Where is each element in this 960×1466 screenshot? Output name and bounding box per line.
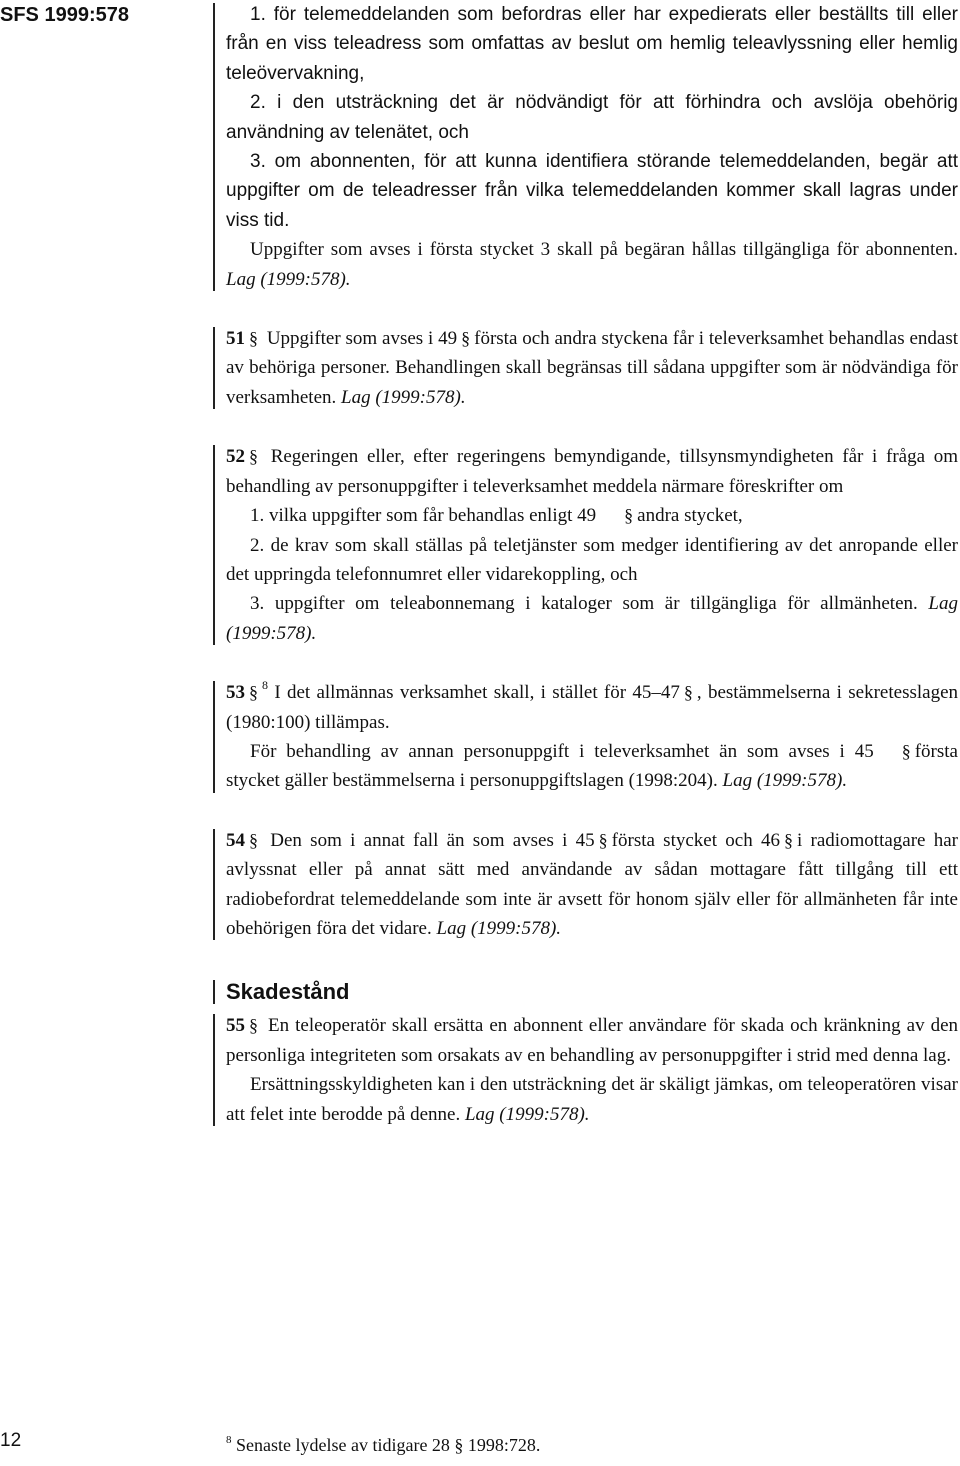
- list-item-3: [226, 589, 958, 648]
- law-reference: Lag (1999:578).: [226, 593, 958, 644]
- list-item-text: andra stycket,: [637, 505, 743, 527]
- sfs-number: SFS 1999:578: [0, 4, 129, 26]
- section-symbol: §: [249, 829, 258, 850]
- section-symbol: §: [598, 829, 608, 850]
- section-53-text: [226, 678, 958, 737]
- page-number: 12: [0, 1430, 22, 1451]
- law-reference: Lag (1999:578).: [436, 917, 562, 939]
- list-item-1: [226, 501, 958, 530]
- section-text: första stycket och 46: [611, 829, 780, 851]
- section-number: 53: [226, 682, 245, 704]
- section-text: Uppgifter som avses i 49: [266, 328, 458, 350]
- section-54: [226, 826, 958, 944]
- list-item-1: 1. för telemeddelanden som befordras eller har expedierats eller beställts till eller från en viss teleadress som omfattas av beslut om hemlig teleavlyssning eller hemlig teleövervakning,: [226, 4, 958, 84]
- section-text: I det allmännas verksamhet skall, i stället för 45–47: [274, 682, 680, 704]
- section-symbol: §: [683, 682, 693, 703]
- section-symbol: §: [901, 740, 911, 761]
- paragraph-text-body: Uppgifter som avses i första stycket 3 skall på begäran hållas tillgängliga för abonnenten.: [250, 239, 958, 261]
- section-text: , bestämmelserna i sekretesslagen (1980:100) tillämpas.: [226, 682, 958, 733]
- section-number: 54: [226, 829, 245, 851]
- heading-block: [226, 977, 958, 1007]
- section-symbol: §: [461, 328, 471, 349]
- footnote-text: Senaste lydelse av tidigare 28 § 1998:728.: [236, 1435, 541, 1455]
- section-51-text: [226, 324, 958, 412]
- section-symbol: §: [624, 505, 634, 526]
- heading-skadestand: Skadestånd: [226, 979, 350, 1005]
- list-item-text: 3. uppgifter om teleabonnemang i kataloger som är tillgängliga för allmänheten.: [250, 593, 918, 615]
- list-item-2: 2. de krav som skall ställas på teletjänster som medger identifiering av det anropande eller det uppringda telefonnumret eller vidarekoppling, och: [226, 534, 958, 585]
- law-reference: Lag (1999:578).: [464, 1103, 590, 1125]
- section-52-intro: [226, 442, 958, 501]
- section-text: För behandling av annan personuppgift i televerksamhet än som avses i 45: [250, 740, 874, 762]
- section-text: i radiomottagare har avlyssnat eller på annat sätt med användande av sådan mottagare fått tillgång till ett radiobefordrat telemeddelande som inte är avsett för honom själv eller för allmänheten får inte obehörigen föra det vidare.: [226, 829, 959, 939]
- section-number: 55: [226, 1015, 245, 1037]
- section-symbol: §: [249, 682, 258, 703]
- law-reference: Lag (1999:578).: [722, 770, 848, 792]
- section-54-text: [226, 826, 958, 944]
- list-item-2: 2. i den utsträckning det är nödvändigt för att förhindra och avslöja obehörig användning av telenätet, och: [226, 92, 958, 143]
- law-reference: Lag (1999:578).: [341, 386, 466, 408]
- section-number: 51: [226, 328, 245, 350]
- section-55: [226, 1011, 958, 1129]
- document-body: [226, 0, 958, 1129]
- section-55-text: [226, 1011, 958, 1070]
- section-55-para2: [226, 1070, 958, 1129]
- section-symbol: §: [783, 829, 793, 850]
- section-53: [226, 678, 958, 796]
- section-symbol: §: [249, 328, 258, 349]
- list-item-text: 1. vilka uppgifter som får behandlas enligt 49: [250, 505, 597, 527]
- list-item-3: 3. om abonnenten, för att kunna identifiera störande telemeddelanden, begär att uppgifter om de teleadresser från vilka telemeddelanden kommer skall lagras under viss tid.: [226, 151, 958, 231]
- section-text: Den som i annat fall än som avses i 45: [270, 829, 595, 851]
- section-text: Regeringen eller, efter regeringens bemyndigande, tillsynsmyndigheten får i fråga om behandling av personuppgifter i televerksamhet meddela närmare föreskrifter om: [226, 446, 958, 497]
- section-51: [226, 324, 958, 412]
- section-text: första stycket gäller bestämmelserna i personuppgiftslagen (1998:204).: [226, 740, 958, 792]
- footnote-ref: 8: [262, 678, 268, 693]
- paragraph-block-50: [226, 0, 958, 294]
- section-symbol: §: [249, 1015, 258, 1036]
- section-text: första och andra styckena får i televerksamhet behandlas endast av behöriga personer. Behandlingen skall begränsas till sådana uppgifter som är nödvändiga för verksamheten.: [226, 328, 958, 408]
- law-reference: Lag (1999:578).: [226, 268, 351, 290]
- section-text: Ersättningsskyldigheten kan i den utsträckning det är skäligt jämkas, om teleoperatören visar att felet inte berodde på denne.: [226, 1074, 958, 1125]
- section-symbol: §: [249, 446, 258, 467]
- footnote-number: 8: [226, 1434, 232, 1446]
- paragraph-text: [226, 235, 958, 294]
- section-53-para2: [226, 737, 958, 796]
- footnote: [226, 1433, 540, 1457]
- section-number: 52: [226, 446, 245, 468]
- section-text: En teleoperatör skall ersätta en abonnent eller användare för skada och kränkning av den personliga integriteten som orsakats av en behandling av personuppgifter i strid med denna lag.: [226, 1015, 959, 1066]
- section-52: [226, 442, 958, 648]
